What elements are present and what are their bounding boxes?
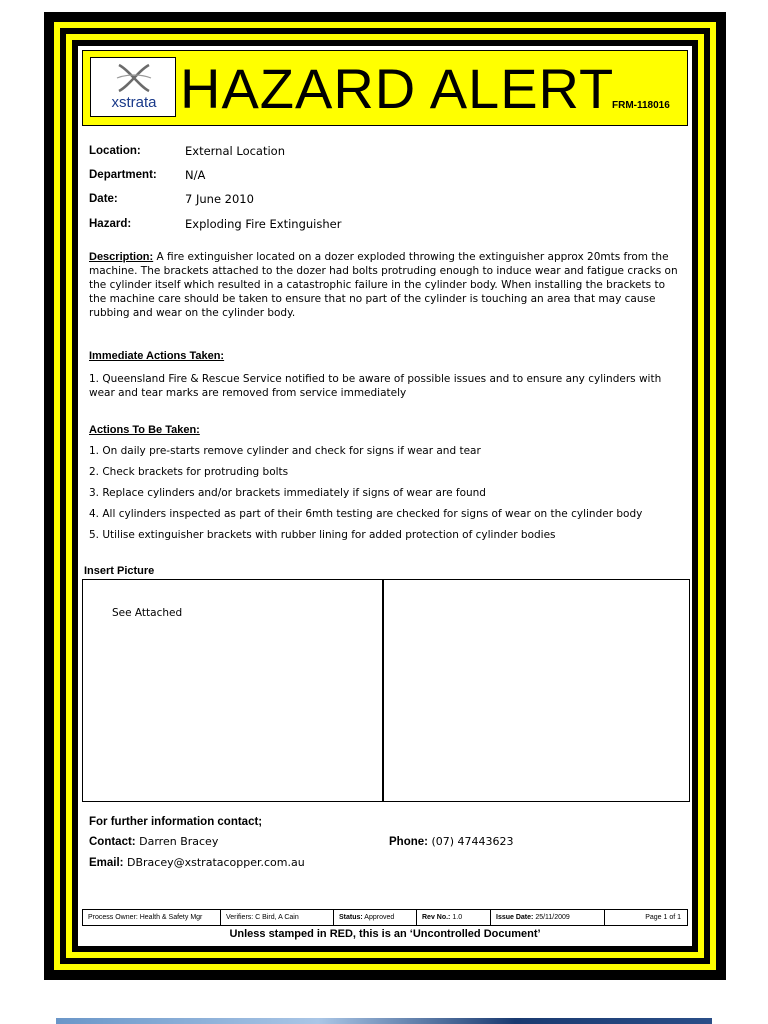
status-label: Status: <box>339 914 363 921</box>
immediate-actions-heading: Immediate Actions Taken: <box>89 350 225 362</box>
issue-date-value: 25/11/2009 <box>535 914 570 921</box>
rev-no-value: 1.0 <box>452 914 463 921</box>
location-label: Location: <box>89 145 141 157</box>
location-value: External Location <box>185 144 286 158</box>
page-number-cell: Page 1 of 1 <box>645 914 681 921</box>
rev-no-label: Rev No.: <box>422 914 451 921</box>
contact-label: Contact: <box>89 836 136 848</box>
issue-date-cell <box>491 910 605 925</box>
department-value: N/A <box>185 168 206 182</box>
document-control-footer <box>82 909 688 926</box>
verifiers-cell: Verifiers: C Bird, A Cain <box>221 910 334 925</box>
email-label: Email: <box>89 857 124 869</box>
description-text: A fire extinguisher located on a dozer exploded throwing the extinguisher approx 20mts from the machine. The brackets attached to the dozer had bolts protruding enough to induce wear and fatigue cracks on the cylinder itself which resulted in a catastrophic failure in the cylinder body. When installing the brackets to the machine care should be taken to ensure that no part of the cylinder is touching an area that may cause rubbing and wear on the cylinder body. <box>89 251 678 319</box>
phone-line <box>389 835 514 848</box>
xstrata-x-icon <box>115 62 153 94</box>
status-cell <box>334 910 417 925</box>
see-attached-note: See Attached <box>112 607 183 619</box>
form-number: FRM-118016 <box>612 100 670 111</box>
action-item: 5. Utilise extinguisher brackets with rubber lining for added protection of cylinder bodies <box>89 529 556 541</box>
date-value: 7 June 2010 <box>185 192 254 206</box>
action-item: 4. All cylinders inspected as part of their 6mth testing are checked for signs of wear on the cylinder body <box>89 508 643 520</box>
contact-name: Darren Bracey <box>139 835 219 848</box>
action-item: 3. Replace cylinders and/or brackets immediately if signs of wear are found <box>89 487 486 499</box>
date-label: Date: <box>89 193 118 205</box>
logo-text: xstrata <box>111 94 157 111</box>
email-line <box>89 856 305 869</box>
xstrata-logo <box>90 57 176 117</box>
insert-picture-label: Insert Picture <box>84 565 155 577</box>
email-address: DBracey@xstratacopper.com.au <box>127 856 305 869</box>
actions-heading: Actions To Be Taken: <box>89 424 200 436</box>
bottom-banner-image <box>56 1018 712 1024</box>
immediate-action-item: 1. Queensland Fire & Rescue Service notified to be aware of possible issues and to ensure any cylinders with wear and tear marks are removed from service immediately <box>89 373 662 399</box>
process-owner-cell: Process Owner: Health & Safety Mgr <box>83 910 221 925</box>
issue-date-label: Issue Date: <box>496 914 534 921</box>
hazard-value: Exploding Fire Extinguisher <box>185 217 342 231</box>
uncontrolled-document-notice: Unless stamped in RED, this is an ‘Uncontrolled Document’ <box>229 928 541 940</box>
department-label: Department: <box>89 169 157 181</box>
phone-number: (07) 47443623 <box>431 835 514 848</box>
contact-line <box>89 835 218 848</box>
page-title: HAZARD ALERT <box>180 57 615 120</box>
action-item: 2. Check brackets for protruding bolts <box>89 466 289 478</box>
description-block <box>89 250 685 320</box>
phone-label: Phone: <box>389 836 428 848</box>
contact-heading: For further information contact; <box>89 816 263 828</box>
action-item: 1. On daily pre-starts remove cylinder and check for signs if wear and tear <box>89 445 481 457</box>
status-value: Approved <box>364 914 395 921</box>
picture-box-right <box>383 579 690 802</box>
hazard-label: Hazard: <box>89 218 132 230</box>
rev-no-cell <box>417 910 491 925</box>
description-heading: Description: <box>89 251 154 263</box>
